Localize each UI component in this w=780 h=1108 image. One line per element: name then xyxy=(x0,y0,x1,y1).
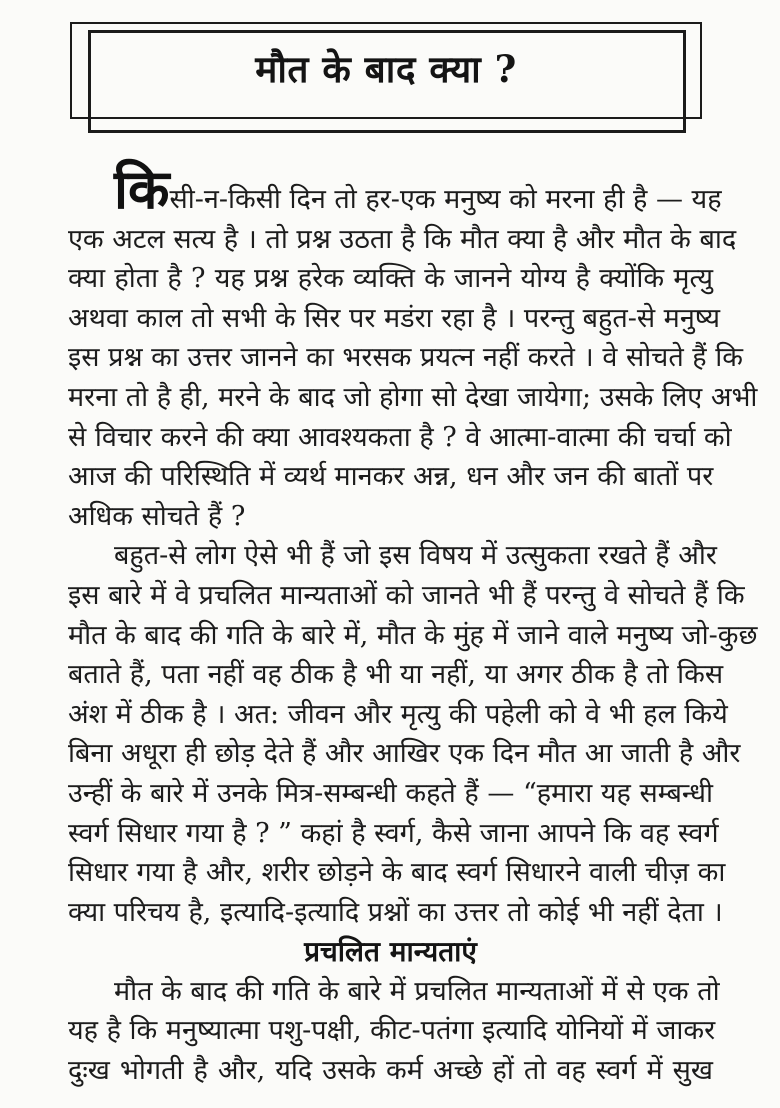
text-line: इस प्रश्न का उत्तर जानने का भरसक प्रयत्न नहीं करते । वे सोचते हैं कि xyxy=(68,342,743,374)
body-text xyxy=(68,157,758,1091)
text-line: बताते हैं, पता नहीं वह ठीक है भी या नहीं, या अगर ठीक है तो किस xyxy=(68,659,724,691)
text-line: दुःख भोगती है और, यदि उसके कर्म अच्छे हों तो वह स्वर्ग में सुख xyxy=(68,1055,713,1087)
page-title: मौत के बाद क्या ? xyxy=(255,47,517,91)
text-line: मौत के बाद की गति के बारे में, मौत के मुंह में जाने वाले मनुष्य जो-कुछ xyxy=(68,619,758,651)
text-line: मौत के बाद की गति के बारे में प्रचलित मान्यताओं में से एक तो xyxy=(114,975,720,1007)
text-line: बहुत-से लोग ऐसे भी हैं जो इस विषय में उत्सुकता रखते हैं और xyxy=(114,540,717,572)
text-line: अथवा काल तो सभी के सिर पर मडंरा रहा है । परन्तु बहुत-से मनुष्य xyxy=(68,302,721,334)
text-line: उन्हीं के बारे में उनके मित्र-सम्बन्धी कहते हैं — “हमारा यह सम्बन्धी xyxy=(68,777,713,809)
text-line: आज की परिस्थिति में व्यर्थ मानकर अन्न, धन और जन की बातों पर xyxy=(68,461,714,493)
text-line: इस बारे में वे प्रचलित मान्यताओं को जानते भी हैं परन्तु वे सोचते हैं कि xyxy=(68,579,745,611)
text-line: यह है कि मनुष्यात्मा पशु-पक्षी, कीट-पतंगा इत्यादि योनियों में जाकर xyxy=(68,1015,716,1047)
text-line: बिना अधूरा ही छोड़ देते हैं और आखिर एक दिन मौत आ जाती है और xyxy=(68,738,741,770)
drop-cap: कि xyxy=(114,157,170,221)
text-line: अधिक सोचते हैं ? xyxy=(68,500,246,532)
paragraph-2 xyxy=(68,536,758,932)
text-line: मरना तो है ही, मरने के बाद जो होगा सो देखा जायेगा; उसके लिए अभी xyxy=(68,381,758,413)
text-line-rest: सी-न-किसी दिन तो हर-एक मनुष्य को मरना ही है — यह xyxy=(169,184,722,215)
text-line: क्या परिचय है, इत्यादि-इत्यादि प्रश्नों का उत्तर तो कोई भी नहीं देता । xyxy=(68,896,723,928)
text-line: स्वर्ग सिधार गया है ? ” कहां है स्वर्ग, कैसे जाना आपने कि वह स्वर्ग xyxy=(68,817,719,849)
text-line: से विचार करने की क्या आवश्यकता है ? वे आत्मा-वात्मा की चर्चा को xyxy=(68,421,732,453)
text-line: एक अटल सत्य है । तो प्रश्न उठता है कि मौत क्या है और मौत के बाद xyxy=(68,223,737,255)
paragraph-3 xyxy=(68,972,720,1091)
paragraph-1 xyxy=(68,157,758,536)
text-line: सिधार गया है और, शरीर छोड़ने के बाद स्वर्ग सिधारने वाली चीज़ का xyxy=(68,857,726,889)
section-heading: प्रचलित मान्यताएं xyxy=(304,935,477,969)
text-line xyxy=(68,157,722,221)
text-line: क्या होता है ? यह प्रश्न हरेक व्यक्ति के जानने योग्य है क्योंकि मृत्यु xyxy=(68,263,713,295)
text-line: अंश में ठीक है । अत: जीवन और मृत्यु की पहेली को वे भी हल किये xyxy=(68,698,728,730)
